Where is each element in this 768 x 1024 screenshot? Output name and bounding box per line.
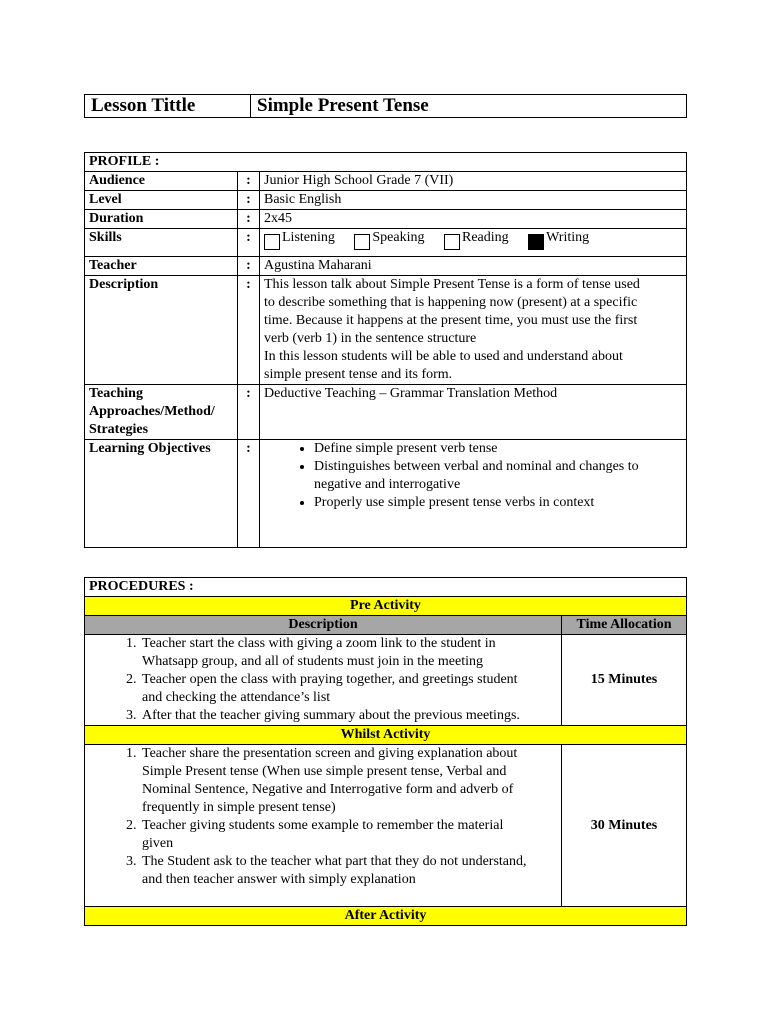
duration-value: 2x45	[260, 210, 687, 229]
teacher-label: Teacher	[85, 257, 238, 276]
checkbox-empty-icon[interactable]	[444, 234, 460, 250]
objective-item	[314, 494, 682, 512]
objectives-list	[264, 440, 682, 512]
objective-line: negative and interrogative	[314, 477, 461, 492]
step-line: Nominal Sentence, Negative and Interrogative form and adverb of	[142, 782, 514, 797]
objectives-label: Learning Objectives	[85, 440, 238, 548]
objective-line: • Properly use simple present tense verbs in context	[314, 495, 595, 510]
whilst-activity-steps	[85, 745, 562, 907]
profile-header: PROFILE :	[85, 153, 687, 172]
checkbox-empty-icon[interactable]	[354, 234, 370, 250]
objective-item	[314, 458, 682, 494]
skill-label: Writing	[546, 230, 590, 245]
level-value: Basic English	[260, 191, 687, 210]
step-line: frequently in simple present tense)	[142, 800, 336, 815]
description-column-header: Description	[85, 616, 562, 635]
pre-activity-steps	[85, 635, 562, 726]
step-line: Simple Present tense (When use simple present tense, Verbal and	[142, 764, 507, 779]
time-column-header: Time Allocation	[562, 616, 687, 635]
level-label: Level	[85, 191, 238, 210]
colon: :	[238, 191, 260, 210]
approach-label-line: Strategies	[89, 422, 149, 437]
skills-options	[260, 229, 687, 257]
description-line: simple present tense and its form.	[264, 367, 453, 382]
procedures-header: PROCEDURES :	[85, 578, 687, 597]
skill-label: Listening	[282, 230, 335, 245]
approach-label-line: Teaching	[89, 386, 143, 401]
skill-label: Speaking	[372, 230, 425, 245]
colon: :	[238, 440, 260, 548]
approach-value: Deductive Teaching – Grammar Translation Method	[260, 385, 687, 440]
step-line: 2. Teacher giving students some example to remember the material	[142, 818, 504, 833]
step-line: and checking the attendance’s list	[142, 690, 331, 705]
objective-item	[314, 440, 682, 458]
objective-line: • Distinguishes between verbal and nominal and changes to	[314, 459, 639, 474]
whilst-steps-list	[89, 745, 557, 889]
colon: :	[238, 172, 260, 191]
description-value	[260, 276, 687, 385]
duration-label: Duration	[85, 210, 238, 229]
step-item	[140, 745, 557, 817]
step-item	[140, 817, 557, 853]
approach-label	[85, 385, 238, 440]
skill-writing[interactable]	[528, 229, 589, 250]
objectives-value	[260, 440, 687, 548]
step-line: 1. Teacher start the class with giving a zoom link to the student in	[142, 636, 496, 651]
colon: :	[238, 257, 260, 276]
skill-speaking[interactable]	[354, 229, 424, 250]
lesson-title-value: Simple Present Tense	[251, 95, 687, 118]
whilst-activity-time: 30 Minutes	[562, 745, 687, 907]
skill-listening[interactable]	[264, 229, 335, 250]
skills-label: Skills	[85, 229, 238, 257]
teacher-value: Agustina Maharani	[260, 257, 687, 276]
description-line: to describe something that is happening now (present) at a specific	[264, 295, 638, 310]
step-line: 3. The Student ask to the teacher what part that they do not understand,	[142, 854, 527, 869]
step-item	[140, 671, 557, 707]
profile-table	[84, 152, 687, 548]
approach-label-line: Approaches/Method/	[89, 404, 215, 419]
colon: :	[238, 276, 260, 385]
step-line: 3. After that the teacher giving summary about the previous meetings.	[142, 708, 520, 723]
step-line: given	[142, 836, 174, 851]
description-line: verb (verb 1) in the sentence structure	[264, 331, 477, 346]
pre-steps-list	[89, 635, 557, 725]
checkbox-checked-icon[interactable]	[528, 234, 544, 250]
description-label: Description	[85, 276, 238, 385]
audience-value: Junior High School Grade 7 (VII)	[260, 172, 687, 191]
skill-reading[interactable]	[444, 229, 509, 250]
description-line: In this lesson students will be able to used and understand about	[264, 349, 623, 364]
step-line: and then teacher answer with simply explanation	[142, 872, 416, 887]
step-line: 1. Teacher share the presentation screen and giving explanation about	[142, 746, 518, 761]
audience-label: Audience	[85, 172, 238, 191]
lesson-title-table	[84, 94, 687, 118]
description-line: time. Because it happens at the present time, you must use the first	[264, 313, 638, 328]
objective-line: • Define simple present verb tense	[314, 441, 498, 456]
step-line: 2. Teacher open the class with praying together, and greetings student	[142, 672, 518, 687]
description-line: This lesson talk about Simple Present Tense is a form of tense used	[264, 277, 640, 292]
colon: :	[238, 210, 260, 229]
colon: :	[238, 229, 260, 257]
colon: :	[238, 385, 260, 440]
after-activity-title: After Activity	[85, 907, 687, 926]
step-item	[140, 707, 557, 725]
checkbox-empty-icon[interactable]	[264, 234, 280, 250]
step-item	[140, 635, 557, 671]
skill-label: Reading	[462, 230, 509, 245]
whilst-activity-title: Whilst Activity	[85, 726, 687, 745]
step-line: Whatsapp group, and all of students must join in the meeting	[142, 654, 483, 669]
pre-activity-title: Pre Activity	[85, 597, 687, 616]
lesson-title-label: Lesson Tittle	[85, 95, 251, 118]
pre-activity-time: 15 Minutes	[562, 635, 687, 726]
procedures-table	[84, 577, 687, 926]
step-item	[140, 853, 557, 889]
